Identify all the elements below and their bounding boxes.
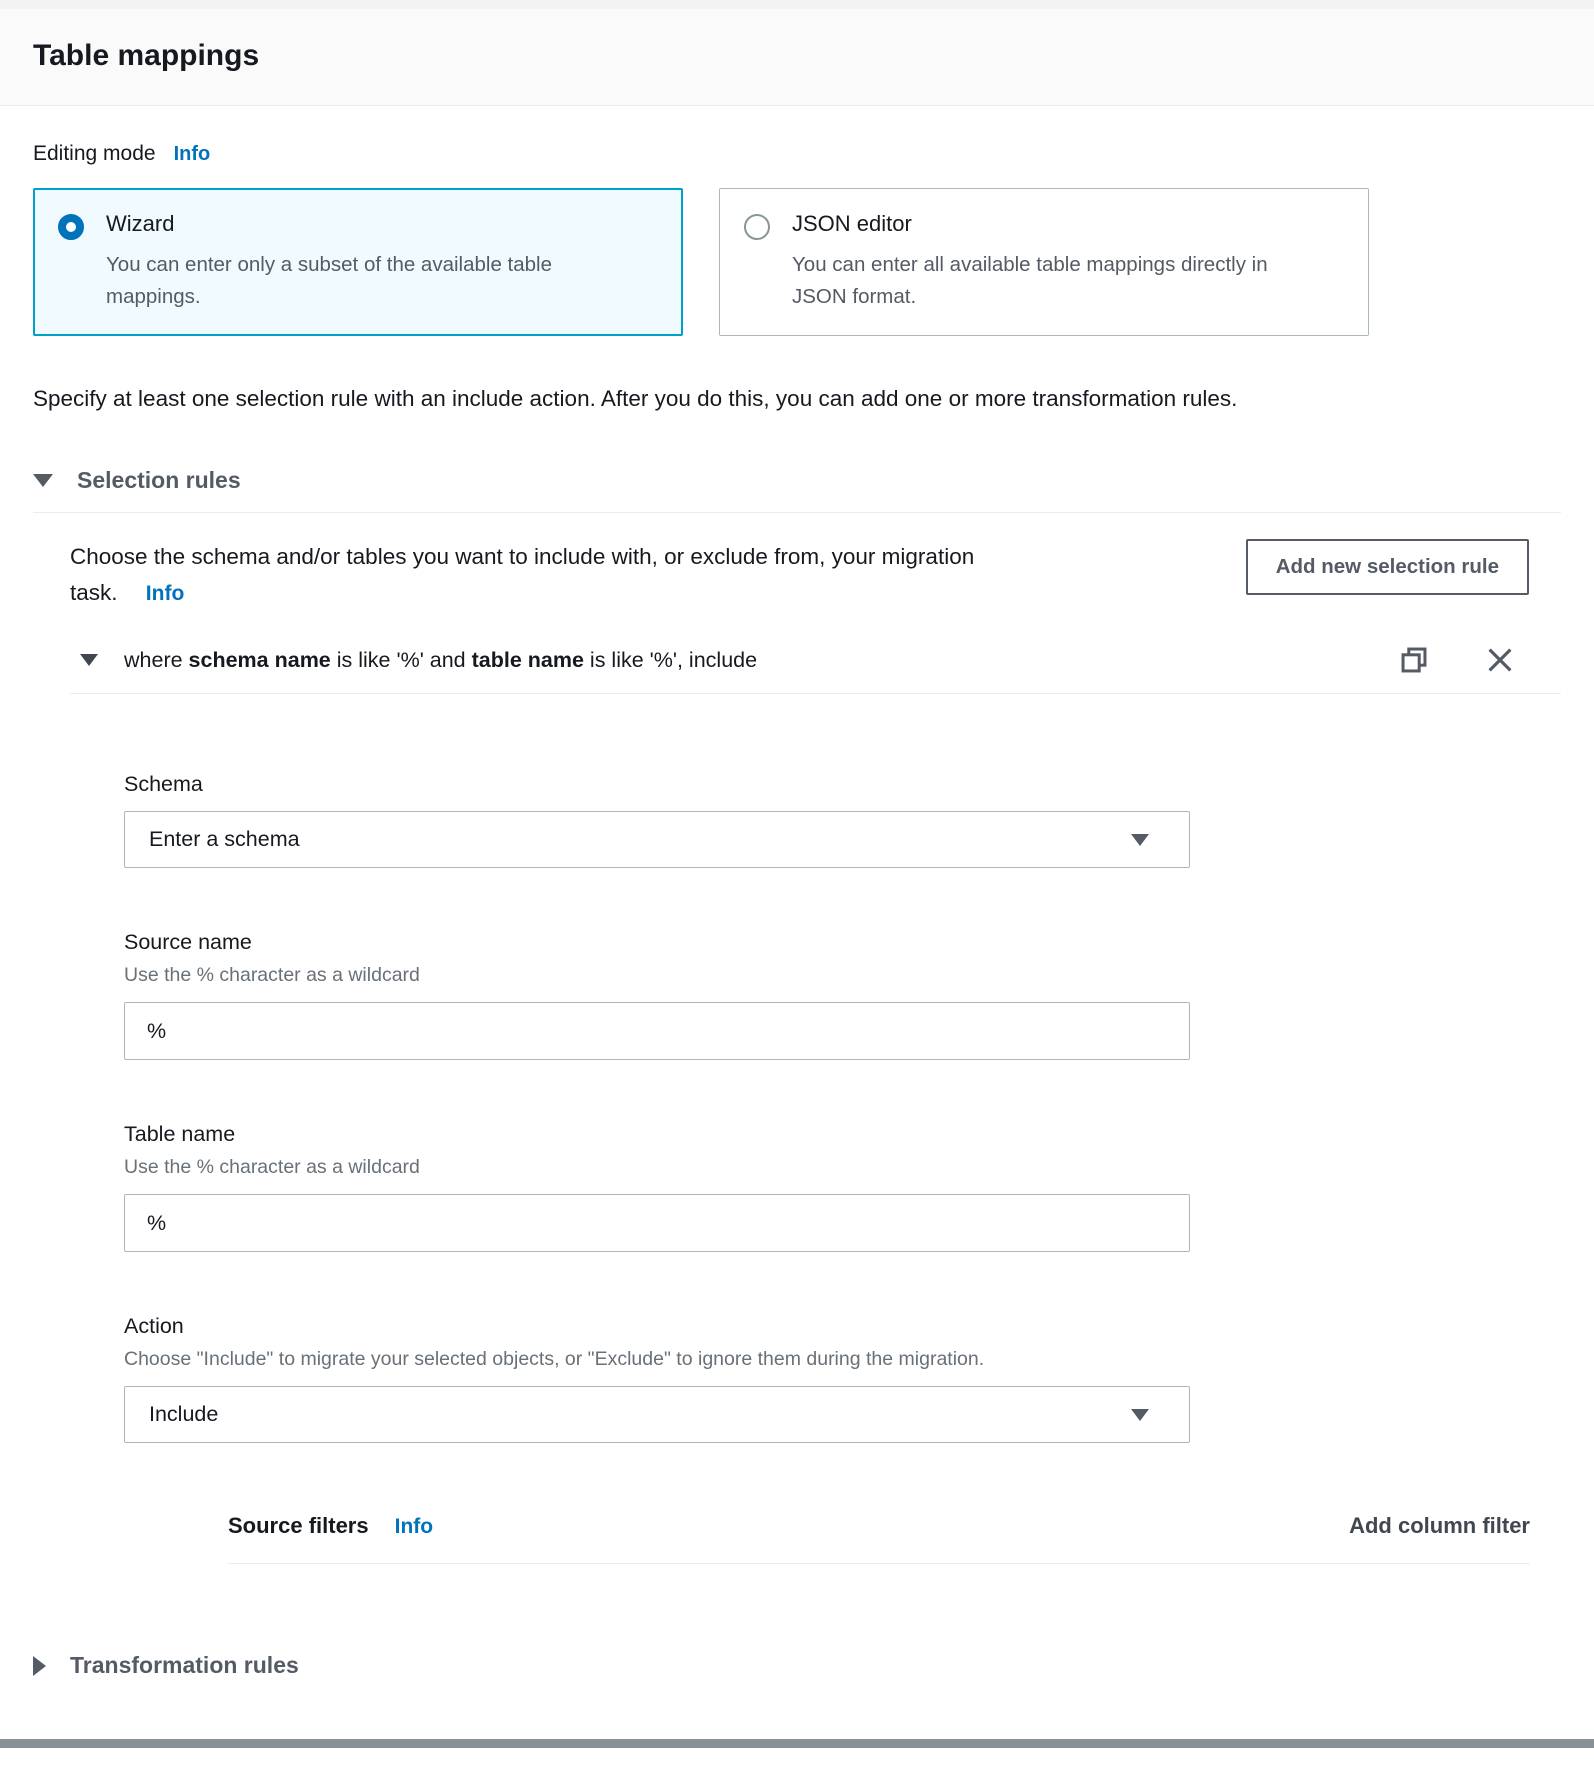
schema-select-value: Enter a schema bbox=[149, 827, 300, 852]
chevron-down-icon bbox=[33, 474, 53, 487]
copy-rule-button[interactable] bbox=[1399, 645, 1429, 675]
source-name-hint: Use the % character as a wildcard bbox=[124, 964, 420, 987]
action-hint: Choose "Include" to migrate your selected objects, or "Exclude" to ignore them during the migration. bbox=[124, 1348, 985, 1371]
chevron-down-icon bbox=[1131, 1409, 1149, 1421]
source-filters-label: Source filters bbox=[228, 1513, 369, 1539]
chevron-down-icon bbox=[1131, 834, 1149, 846]
chevron-right-icon bbox=[33, 1656, 46, 1676]
selection-rules-description: Choose the schema and/or tables you want to include with, or exclude from, your migration task. Info bbox=[70, 544, 975, 606]
table-name-label: Table name bbox=[124, 1122, 236, 1147]
source-name-label: Source name bbox=[124, 930, 252, 955]
wizard-option-label: Wizard bbox=[106, 211, 175, 236]
wizard-option-description: You can enter only a subset of the available table mappings. bbox=[106, 253, 553, 308]
rule-summary-text: where schema name is like '%' and table name is like '%', include bbox=[124, 647, 758, 672]
selection-rules-title: Selection rules bbox=[77, 467, 241, 494]
intro-text: Specify at least one selection rule with an include action. After you do this, you can add one or more transformation rules. bbox=[33, 385, 1238, 411]
wizard-option-card[interactable] bbox=[33, 188, 683, 336]
table-name-hint: Use the % character as a wildcard bbox=[124, 1156, 420, 1179]
selection-rules-info-link[interactable]: Info bbox=[145, 582, 185, 606]
section-divider bbox=[33, 512, 1561, 513]
source-filters-info-link[interactable]: Info bbox=[394, 1515, 434, 1539]
source-filters-divider bbox=[228, 1563, 1530, 1564]
transformation-rules-expander[interactable] bbox=[33, 1652, 1561, 1679]
selection-rules-expander[interactable] bbox=[33, 467, 1561, 494]
rule-summary-expander[interactable] bbox=[70, 648, 757, 673]
action-select-value: Include bbox=[149, 1402, 219, 1427]
page-title: Table mappings bbox=[33, 39, 260, 72]
editing-mode-info-link[interactable]: Info bbox=[173, 143, 211, 165]
json-editor-option-description: You can enter all available table mappings directly in JSON format. bbox=[792, 253, 1268, 308]
close-icon bbox=[1485, 645, 1515, 675]
wizard-radio-button[interactable] bbox=[58, 214, 84, 240]
copy-icon bbox=[1399, 645, 1429, 675]
panel-header bbox=[0, 9, 1594, 106]
page-top-strip bbox=[0, 0, 1594, 9]
action-label: Action bbox=[124, 1314, 184, 1339]
chevron-down-icon bbox=[80, 654, 98, 666]
bottom-divider-bar bbox=[0, 1739, 1594, 1748]
source-name-input[interactable] bbox=[124, 1002, 1190, 1060]
schema-label: Schema bbox=[124, 772, 203, 797]
rule-divider bbox=[70, 693, 1561, 694]
editing-mode-label: Editing mode bbox=[33, 142, 156, 165]
json-editor-radio-button[interactable] bbox=[744, 214, 770, 240]
add-selection-rule-button[interactable]: Add new selection rule bbox=[1246, 539, 1529, 595]
table-name-input[interactable] bbox=[124, 1194, 1190, 1252]
json-editor-option-label: JSON editor bbox=[792, 211, 912, 236]
action-select[interactable] bbox=[124, 1386, 1190, 1443]
json-editor-option-card[interactable] bbox=[719, 188, 1369, 336]
add-column-filter-button[interactable]: Add column filter bbox=[1349, 1513, 1530, 1539]
remove-rule-button[interactable] bbox=[1485, 645, 1515, 675]
schema-select[interactable] bbox=[124, 811, 1190, 868]
transformation-rules-title: Transformation rules bbox=[70, 1652, 299, 1679]
